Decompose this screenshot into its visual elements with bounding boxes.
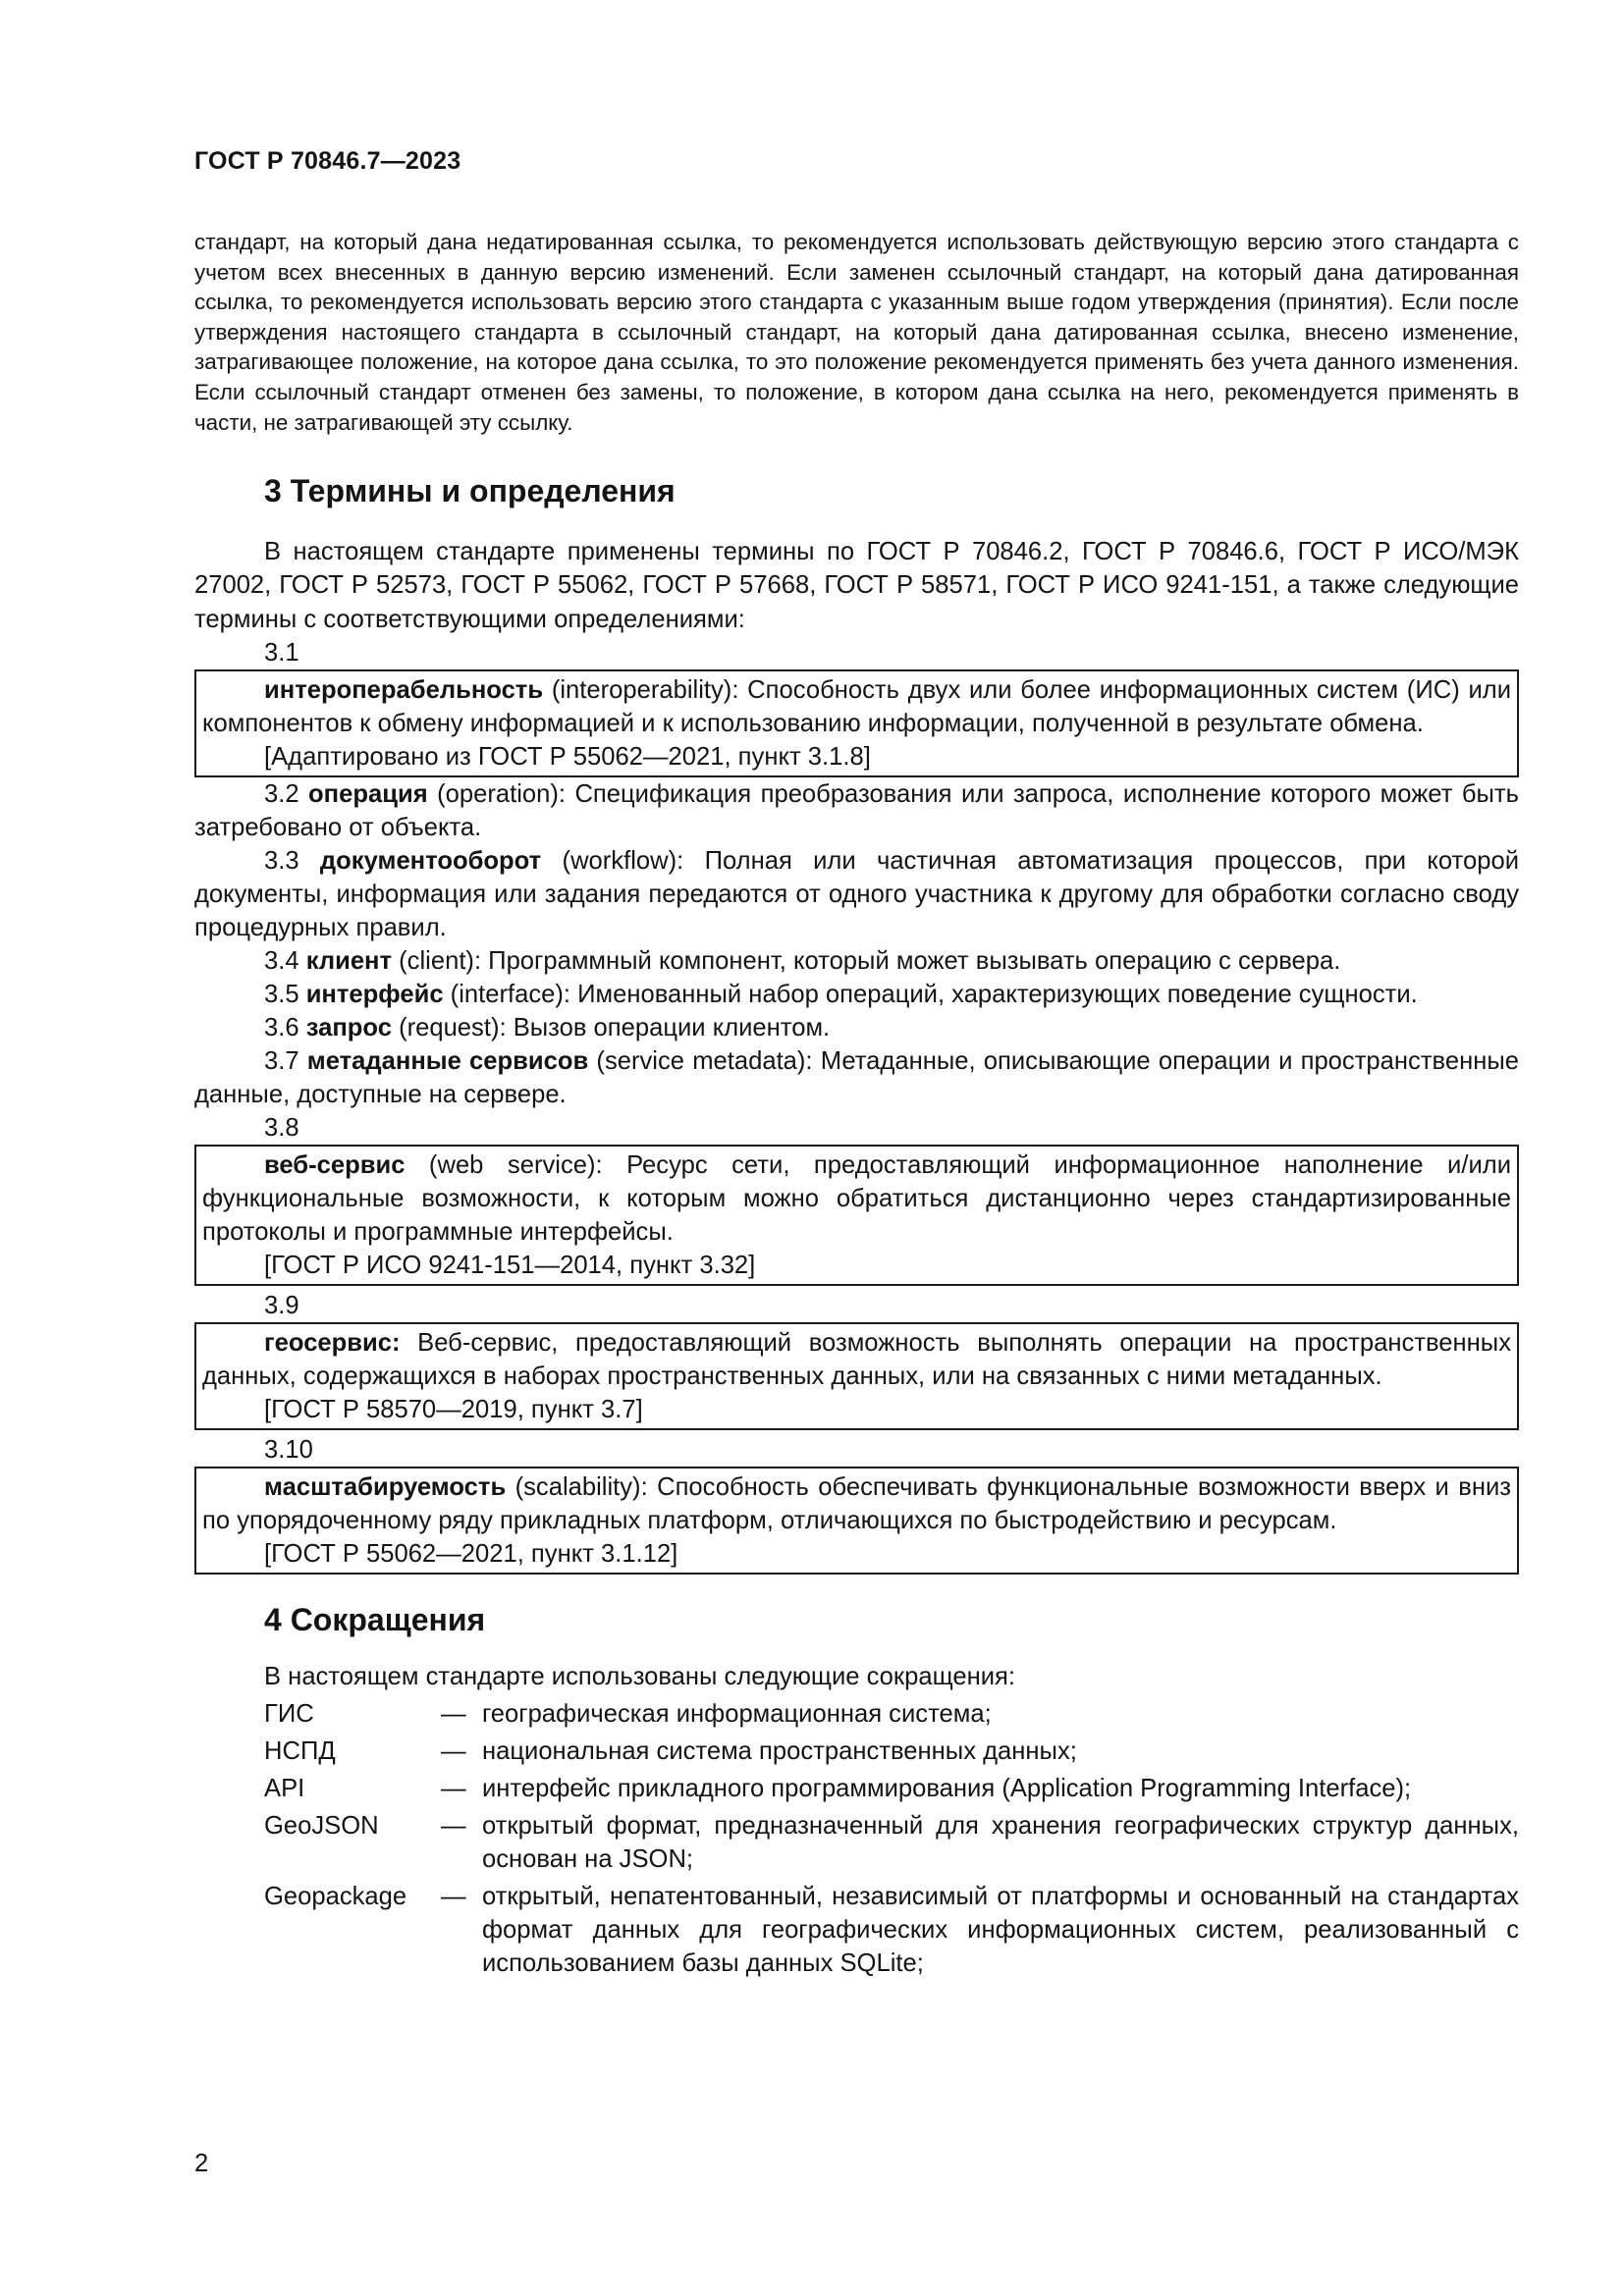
term-name: геосервис: xyxy=(264,1328,401,1357)
term-name: интерфейс xyxy=(305,980,444,1008)
intro-paragraph: стандарт, на который дана недатированная ссылка, то рекомендуется использовать действующую версию этого стандарта с учетом всех внесенных в данную версию изменений. Если заменен ссылочный стандарт, на который дана датированная ссылка, то рекомендуется использовать версию этого стандарта с указанным выше годом утверждения (принятия). Если после утверждения настоящего стандарта в ссылочный стандарт, на который дана датированная ссылка, внесено изменение, затрагивающее положение, на которое дана ссылка, то это положение рекомендуется применять без учета данного изменения. Если ссылочный стандарт отменен без замены, то положение, в котором дана ссылка на него, рекомендуется применять в части, не затрагивающей эту ссылку. xyxy=(194,230,1519,435)
term-definition: 3.3 документооборот (workflow): Полная или частичная автоматизация процессов, при которой документы, информация или задания передаются от одного участника к другому для обработки согласно своду процедурных правил. xyxy=(194,846,1519,941)
term-box xyxy=(194,1467,1519,1575)
term-definition: 3.7 метаданные сервисов (service metadata): Метаданные, описывающие операции и пространственные данные, доступные на сервере. xyxy=(194,1046,1519,1108)
abbreviation-code: Geopackage xyxy=(264,1882,407,1910)
term-definition: интероперабельность (interoperability): Способность двух или более информационных систем (ИС) или компонентов к обмену информацией и к использованию информации, полученной в результате обмена. xyxy=(202,675,1511,737)
term-source: [ГОСТ Р 58570—2019, пункт 3.7] xyxy=(264,1395,643,1423)
term-definition: веб-сервис (web service): Ресурс сети, предоставляющий информационное наполнение и/или функциональные возможности, к которым можно обратиться дистанционно через стандартизированные протоколы и программные интерфейсы. xyxy=(202,1150,1511,1246)
abbreviation-dash: — xyxy=(441,1774,466,1802)
section-4-intro: В настоящем стандарте использованы следующие сокращения: xyxy=(264,1662,1015,1690)
term-source: [ГОСТ Р 55062—2021, пункт 3.1.12] xyxy=(264,1539,678,1568)
term-number: 3.8 xyxy=(264,1113,299,1142)
section-3-intro: В настоящем стандарте применены термины по ГОСТ Р 70846.2, ГОСТ Р 70846.6, ГОСТ Р ИСО/МЭК 27002, ГОСТ Р 52573, ГОСТ Р 55062, ГОСТ Р 57668, ГОСТ Р 58571, ГОСТ Р ИСО 9241-151, а также следующие термины с соответствующими определениями: xyxy=(194,538,1519,633)
abbreviation-code: ГИС xyxy=(264,1699,314,1728)
abbreviation-definition: географическая информационная система; xyxy=(482,1699,992,1728)
term-box xyxy=(194,1145,1519,1286)
abbreviation-dash: — xyxy=(441,1736,466,1765)
term-name: запрос xyxy=(305,1013,392,1041)
term-name: масштабируемость xyxy=(264,1472,507,1501)
term-box xyxy=(194,1322,1519,1430)
abbreviation-definition: национальная система пространственных данных; xyxy=(482,1736,1077,1765)
abbreviation-dash: — xyxy=(441,1811,466,1840)
page-body xyxy=(194,228,1519,1984)
term-box xyxy=(194,669,1519,777)
abbreviation-row xyxy=(194,1735,1519,1768)
term-name: веб-сервис xyxy=(264,1150,406,1179)
term-definition: 3.5 интерфейс (interface): Именованный набор операций, характеризующих поведение сущности. xyxy=(264,980,1418,1008)
abbreviation-definition: интерфейс прикладного программирования (Application Programming Interface); xyxy=(482,1774,1412,1802)
term-name: операция xyxy=(308,779,428,808)
section-4-title: 4 Сокращения xyxy=(264,1601,486,1637)
term-source: [Адаптировано из ГОСТ Р 55062—2021, пункт 3.1.8] xyxy=(264,742,871,771)
abbreviation-row xyxy=(194,1809,1519,1876)
term-number: 3.1 xyxy=(264,638,299,667)
abbreviation-code: НСПД xyxy=(264,1736,336,1765)
section-3-title: 3 Термины и определения xyxy=(264,473,676,509)
term-definition: геосервис: Веб-сервис, предоставляющий возможность выполнять операции на пространственных данных, содержащихся в наборах пространственных данных, или на связанных с ними метаданных. xyxy=(202,1328,1511,1390)
abbreviation-code: API xyxy=(264,1774,305,1802)
term-definition: 3.2 операция (operation): Спецификация преобразования или запроса, исполнение которого может быть затребовано от объекта. xyxy=(194,779,1519,841)
term-number: 3.10 xyxy=(264,1435,313,1464)
abbreviation-dash: — xyxy=(441,1882,466,1910)
abbreviation-row xyxy=(194,1772,1519,1805)
term-number: 3.9 xyxy=(264,1291,299,1319)
term-source: [ГОСТ Р ИСО 9241-151—2014, пункт 3.32] xyxy=(264,1251,756,1279)
page-number: 2 xyxy=(194,2150,209,2177)
abbreviation-dash: — xyxy=(441,1699,466,1728)
term-name: интероперабельность xyxy=(264,675,544,704)
term-name: метаданные сервисов xyxy=(306,1046,589,1075)
term-definition: 3.6 запрос (request): Вызов операции клиентом. xyxy=(264,1013,831,1041)
abbreviation-code: GeoJSON xyxy=(264,1811,379,1840)
term-name: клиент xyxy=(305,946,393,975)
term-definition: 3.4 клиент (client): Программный компонент, который может вызывать операцию с сервера. xyxy=(264,946,1341,975)
term-name: документооборот xyxy=(319,846,542,875)
term-definition: масштабируемость (scalability): Способность обеспечивать функциональные возможности вверх и вниз по упорядоченному ряду прикладных платформ, отличающихся по быстродействию и ресурсам. xyxy=(202,1472,1511,1534)
abbreviation-definition: открытый, непатентованный, независимый от платформы и основанный на стандартах формат данных для географических информационных систем, реализованный с использованием базы данных SQLite; xyxy=(482,1882,1519,1977)
document-header: ГОСТ Р 70846.7—2023 xyxy=(194,147,461,175)
abbreviation-row xyxy=(194,1880,1519,1980)
abbreviation-row xyxy=(194,1697,1519,1731)
abbreviation-definition: открытый формат, предназначенный для хранения географических структур данных, основан на JSON; xyxy=(482,1811,1519,1873)
